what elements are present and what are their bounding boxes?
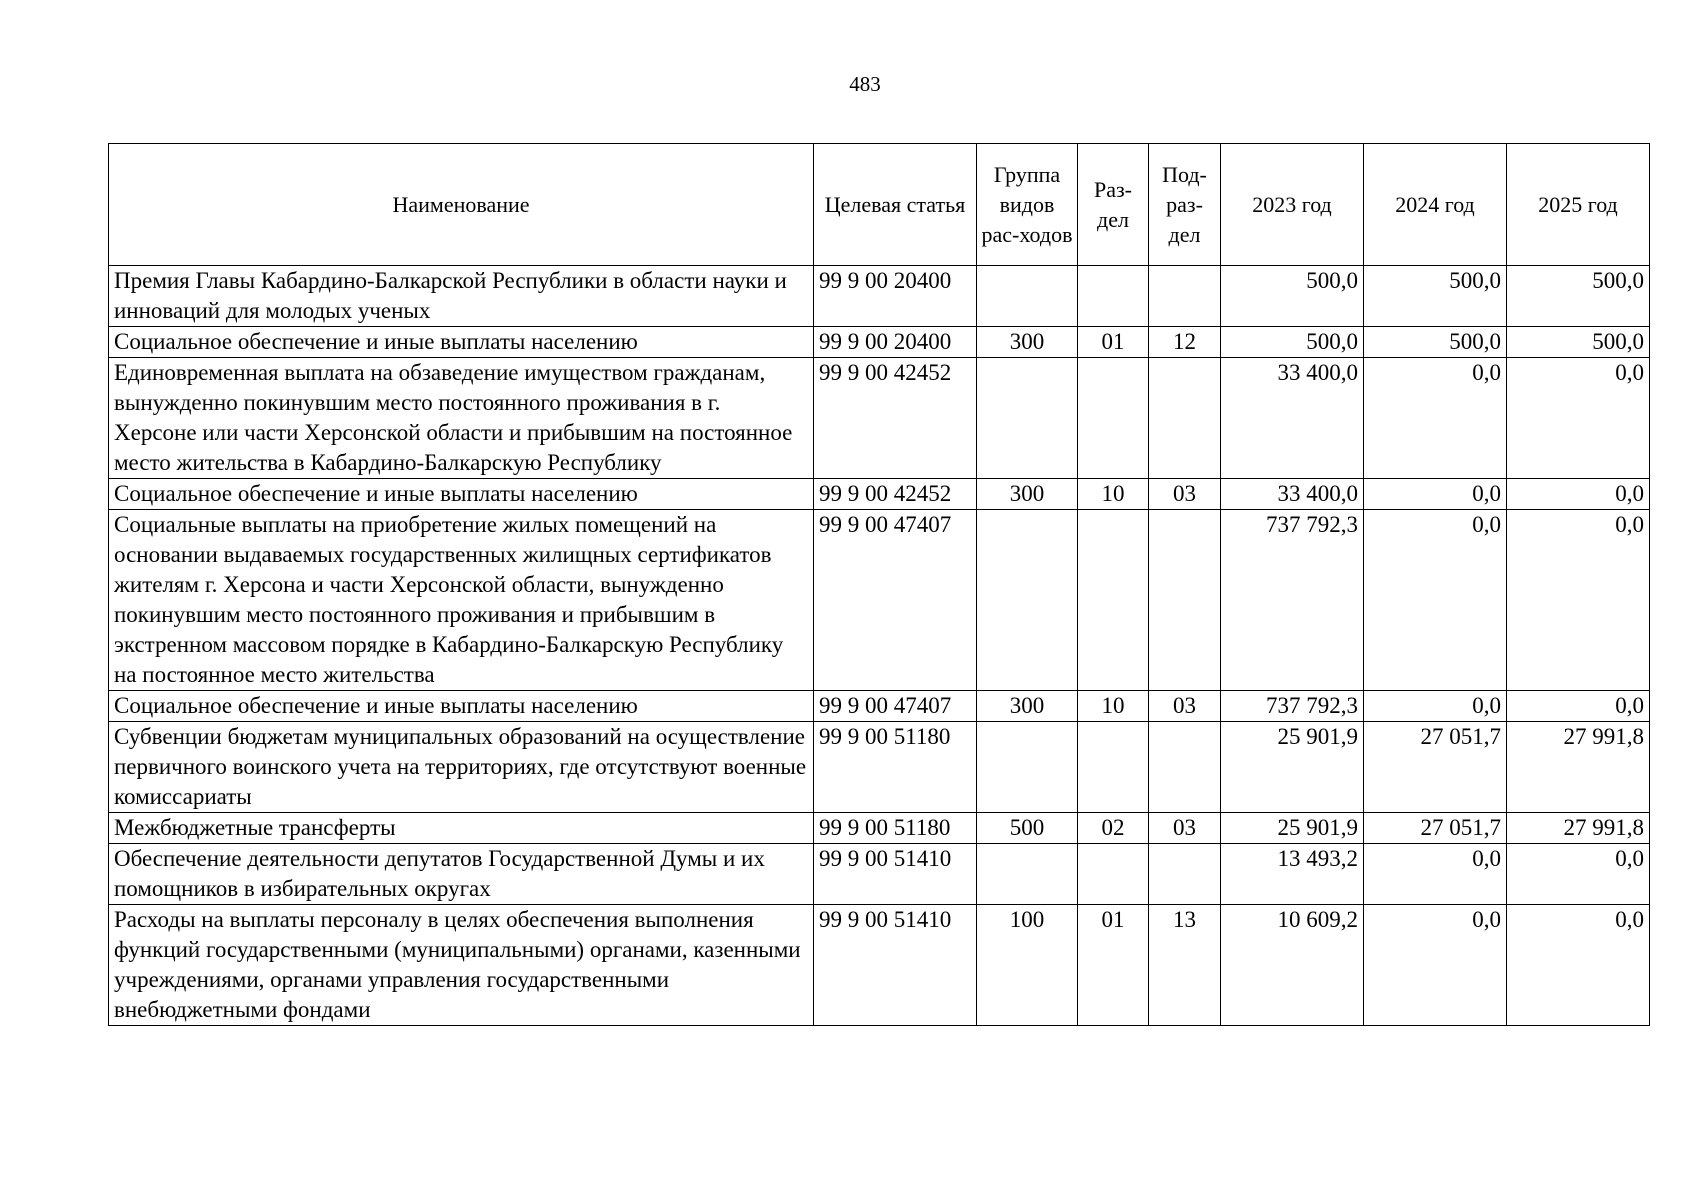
cell-name: Социальное обеспечение и иные выплаты населению [109,479,814,510]
cell-2024: 27 051,7 [1364,813,1507,844]
table-row [109,844,1650,905]
cell-section: 10 [1078,479,1149,510]
cell-section [1078,722,1149,813]
table-row [109,266,1650,327]
cell-2023: 737 792,3 [1221,691,1364,722]
header-row [109,144,1650,266]
cell-2024: 500,0 [1364,266,1507,327]
cell-target-article: 99 9 00 51180 [814,813,977,844]
cell-2023: 13 493,2 [1221,844,1364,905]
cell-subsection: 03 [1149,479,1221,510]
cell-expense-group [977,722,1078,813]
cell-subsection: 13 [1149,905,1221,1026]
cell-2024: 500,0 [1364,327,1507,358]
cell-2025: 0,0 [1507,358,1650,479]
cell-2025: 0,0 [1507,479,1650,510]
cell-name: Единовременная выплата на обзаведение имуществом гражданам, вынужденно покинувшим место постоянного проживания в г. Херсоне или части Херсонской области и прибывшим на постоянное место жительства в Кабардино-Балкарскую Республику [109,358,814,479]
cell-2025: 500,0 [1507,266,1650,327]
cell-2024: 27 051,7 [1364,722,1507,813]
cell-name: Расходы на выплаты персоналу в целях обеспечения выполнения функций государственными (муниципальными) органами, казенными учреждениями, органами управления государственными внебюджетными фондами [109,905,814,1026]
cell-section: 01 [1078,905,1149,1026]
cell-section: 10 [1078,691,1149,722]
header-subsection: Под-раз-дел [1149,144,1221,266]
cell-2024: 0,0 [1364,479,1507,510]
cell-name: Социальное обеспечение и иные выплаты населению [109,327,814,358]
header-name: Наименование [109,144,814,266]
cell-expense-group [977,358,1078,479]
cell-target-article: 99 9 00 47407 [814,510,977,691]
cell-subsection [1149,358,1221,479]
table-row [109,358,1650,479]
header-target-article: Целевая статья [814,144,977,266]
cell-section [1078,358,1149,479]
cell-2025: 0,0 [1507,691,1650,722]
cell-subsection: 03 [1149,813,1221,844]
cell-target-article: 99 9 00 42452 [814,358,977,479]
cell-section: 02 [1078,813,1149,844]
table-row [109,905,1650,1026]
cell-expense-group [977,266,1078,327]
cell-subsection [1149,266,1221,327]
cell-2025: 0,0 [1507,510,1650,691]
cell-target-article: 99 9 00 42452 [814,479,977,510]
cell-name: Премия Главы Кабардино-Балкарской Республики в области науки и инноваций для молодых ученых [109,266,814,327]
cell-expense-group: 100 [977,905,1078,1026]
cell-expense-group [977,844,1078,905]
cell-expense-group: 300 [977,691,1078,722]
cell-target-article: 99 9 00 51180 [814,722,977,813]
page-number: 483 [849,72,881,96]
cell-2023: 737 792,3 [1221,510,1364,691]
header-expense-group: Группа видов рас-ходов [977,144,1078,266]
cell-subsection: 12 [1149,327,1221,358]
header-2024: 2024 год [1364,144,1507,266]
cell-section: 01 [1078,327,1149,358]
cell-name: Социальное обеспечение и иные выплаты населению [109,691,814,722]
cell-expense-group [977,510,1078,691]
header-section: Раз-дел [1078,144,1149,266]
cell-2024: 0,0 [1364,691,1507,722]
table-row [109,479,1650,510]
cell-2025: 27 991,8 [1507,813,1650,844]
cell-2023: 500,0 [1221,327,1364,358]
cell-2023: 33 400,0 [1221,479,1364,510]
cell-name: Социальные выплаты на приобретение жилых помещений на основании выдаваемых государственных жилищных сертификатов жителям г. Херсона и части Херсонской области, вынужденно покинувшим место постоянного проживания и прибывшим в экстренном массовом порядке в Кабардино-Балкарскую Республику на постоянное место жительства [109,510,814,691]
cell-2023: 10 609,2 [1221,905,1364,1026]
cell-2024: 0,0 [1364,905,1507,1026]
cell-target-article: 99 9 00 51410 [814,844,977,905]
table-row [109,722,1650,813]
cell-2024: 0,0 [1364,358,1507,479]
cell-2024: 0,0 [1364,510,1507,691]
cell-subsection: 03 [1149,691,1221,722]
cell-expense-group: 300 [977,479,1078,510]
cell-target-article: 99 9 00 20400 [814,327,977,358]
header-2023: 2023 год [1221,144,1364,266]
cell-target-article: 99 9 00 20400 [814,266,977,327]
table-row [109,510,1650,691]
cell-subsection [1149,722,1221,813]
cell-expense-group: 500 [977,813,1078,844]
budget-table [108,143,1650,1026]
cell-2025: 0,0 [1507,844,1650,905]
cell-section [1078,266,1149,327]
table-row [109,813,1650,844]
cell-2025: 27 991,8 [1507,722,1650,813]
cell-name: Межбюджетные трансферты [109,813,814,844]
table-row [109,691,1650,722]
cell-target-article: 99 9 00 51410 [814,905,977,1026]
cell-name: Субвенции бюджетам муниципальных образований на осуществление первичного воинского учета на территориях, где отсутствуют военные комиссариаты [109,722,814,813]
cell-2024: 0,0 [1364,844,1507,905]
cell-2023: 33 400,0 [1221,358,1364,479]
cell-2025: 500,0 [1507,327,1650,358]
cell-section [1078,844,1149,905]
cell-2023: 25 901,9 [1221,813,1364,844]
table-row [109,327,1650,358]
cell-target-article: 99 9 00 47407 [814,691,977,722]
cell-2023: 500,0 [1221,266,1364,327]
cell-name: Обеспечение деятельности депутатов Государственной Думы и их помощников в избирательных округах [109,844,814,905]
cell-2025: 0,0 [1507,905,1650,1026]
cell-section [1078,510,1149,691]
cell-subsection [1149,510,1221,691]
cell-subsection [1149,844,1221,905]
cell-2023: 25 901,9 [1221,722,1364,813]
header-2025: 2025 год [1507,144,1650,266]
cell-expense-group: 300 [977,327,1078,358]
